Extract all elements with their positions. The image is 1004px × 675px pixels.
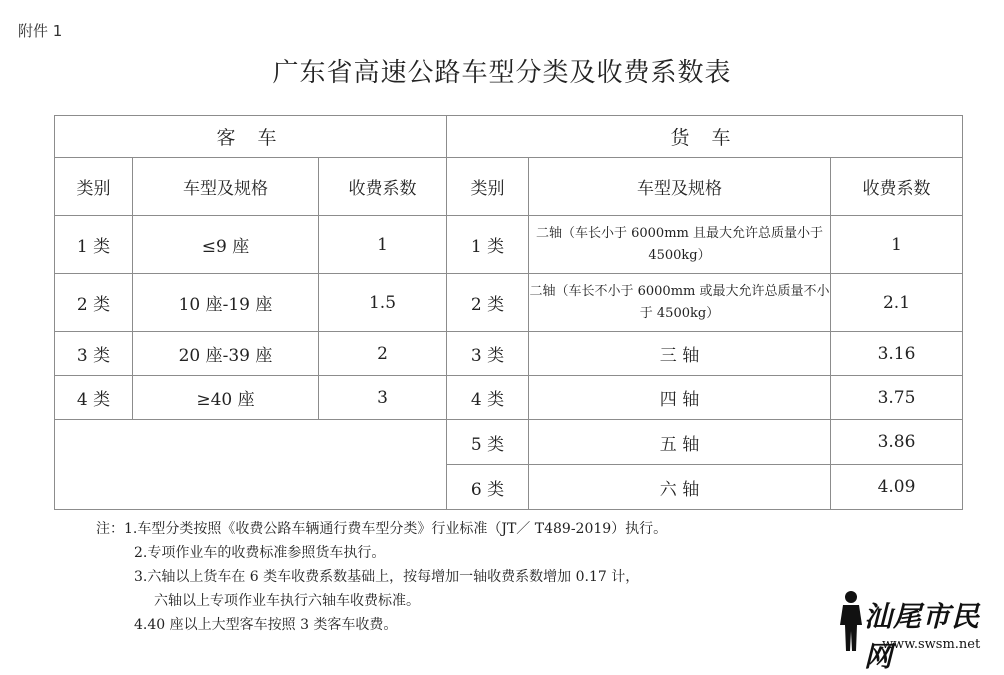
watermark-url: www.swsm.net	[882, 637, 981, 652]
passenger-spec: 10 座-19 座	[133, 274, 319, 332]
passenger-coef: 1	[319, 216, 447, 274]
passenger-coef: 2	[319, 332, 447, 376]
freight-coef: 3.16	[831, 332, 963, 376]
freight-class: 5 类	[447, 420, 529, 465]
passenger-class: 3 类	[55, 332, 133, 376]
col-header-passenger-class: 类别	[55, 158, 133, 216]
passenger-class: 2 类	[55, 274, 133, 332]
passenger-class: 1 类	[55, 216, 133, 274]
passenger-coef: 3	[319, 376, 447, 420]
passenger-class: 4 类	[55, 376, 133, 420]
section-passenger: 客 车	[55, 116, 447, 158]
fee-coefficient-table	[54, 115, 963, 510]
note-line-5: 4.40 座以上大型客车按照 3 类客车收费。	[134, 617, 398, 633]
note-line-2: 2.专项作业车的收费标准参照货车执行。	[134, 545, 386, 561]
watermark-text: 汕尾市民网	[864, 600, 981, 673]
passenger-spec: ≥40 座	[133, 376, 319, 420]
freight-class: 1 类	[447, 216, 529, 274]
freight-spec: 四 轴	[529, 376, 831, 420]
passenger-spec: 20 座-39 座	[133, 332, 319, 376]
col-header-freight-class: 类别	[447, 158, 529, 216]
freight-class: 4 类	[447, 376, 529, 420]
column-header-row	[55, 158, 963, 216]
passenger-empty-cell	[55, 420, 447, 510]
passenger-spec: ≤9 座	[133, 216, 319, 274]
freight-coef: 2.1	[831, 274, 963, 332]
freight-coef: 3.75	[831, 376, 963, 420]
col-header-passenger-spec: 车型及规格	[133, 158, 319, 216]
passenger-coef: 1.5	[319, 274, 447, 332]
col-header-freight-spec: 车型及规格	[529, 158, 831, 216]
note-line-3: 3.六轴以上货车在 6 类车收费系数基础上，按每增加一轴收费系数增加 0.17 计，	[134, 569, 640, 585]
note-line-1: 注：1.车型分类按照《收费公路车辆通行费车型分类》行业标准（JT／ T489-2019）执行。	[96, 521, 668, 537]
freight-spec: 二轴（车长不小于 6000mm 或最大允许总质量不小于 4500kg）	[529, 274, 831, 332]
table-row	[55, 376, 963, 420]
freight-spec: 二轴（车长小于 6000mm 且最大允许总质量小于 4500kg）	[529, 216, 831, 274]
section-freight: 货 车	[447, 116, 963, 158]
freight-class: 2 类	[447, 274, 529, 332]
freight-class: 6 类	[447, 465, 529, 510]
freight-class: 3 类	[447, 332, 529, 376]
freight-spec: 六 轴	[529, 465, 831, 510]
freight-spec: 五 轴	[529, 420, 831, 465]
person-silhouette-icon	[836, 589, 866, 655]
table-row	[55, 332, 963, 376]
freight-coef: 3.86	[831, 420, 963, 465]
note-line-4: 六轴以上专项作业车执行六轴车收费标准。	[154, 593, 420, 609]
table-row	[55, 216, 963, 274]
section-header-row	[55, 116, 963, 158]
freight-coef: 1	[831, 216, 963, 274]
table-row	[55, 420, 963, 465]
notes-block	[96, 517, 667, 637]
table-row	[55, 274, 963, 332]
site-watermark	[836, 587, 996, 673]
freight-spec: 三 轴	[529, 332, 831, 376]
document-title: 广东省高速公路车型分类及收费系数表	[272, 58, 732, 88]
attachment-label: 附件 1	[18, 22, 63, 40]
freight-coef: 4.09	[831, 465, 963, 510]
col-header-passenger-coef: 收费系数	[319, 158, 447, 216]
col-header-freight-coef: 收费系数	[831, 158, 963, 216]
